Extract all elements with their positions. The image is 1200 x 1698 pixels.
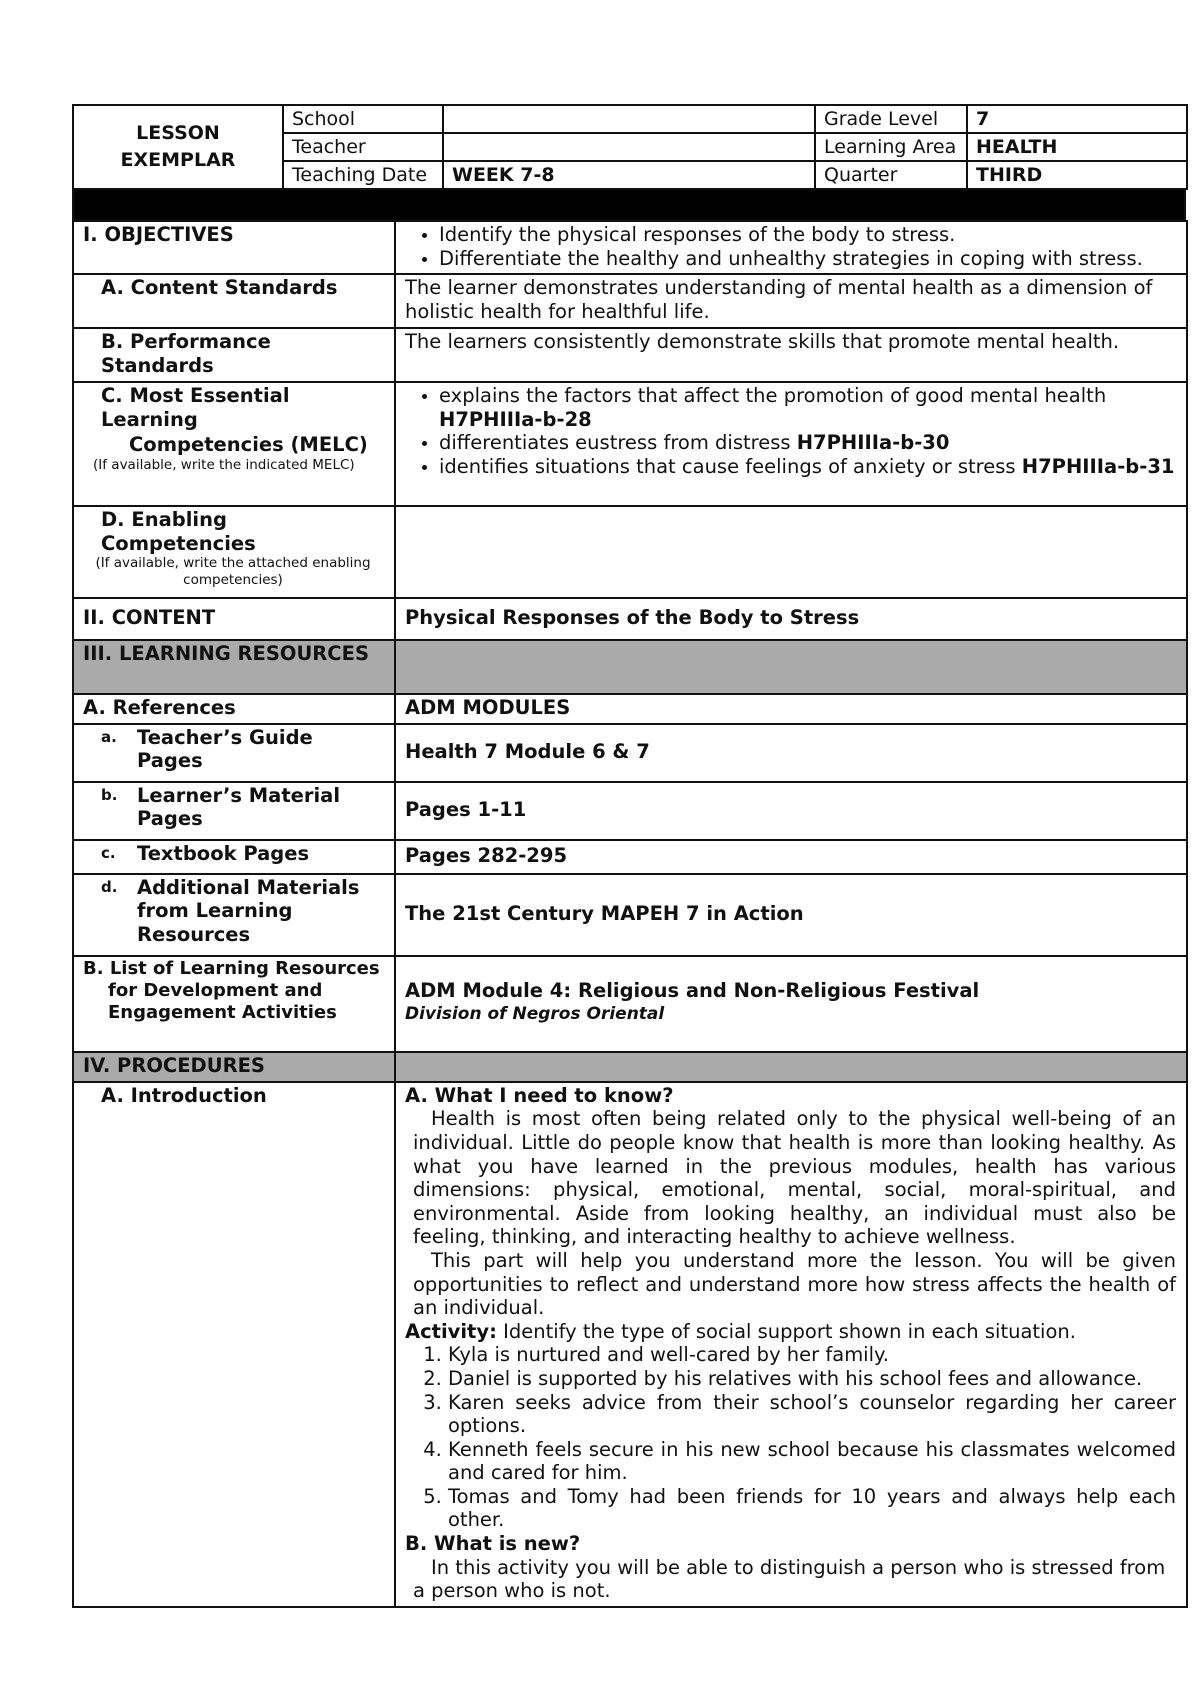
activity-line bbox=[405, 1320, 1176, 1344]
activity-item: 4. Kenneth feels secure in his new school because his classmates welcomed and cared for him. bbox=[448, 1438, 1176, 1485]
black-divider-bar bbox=[72, 188, 1186, 222]
content-text: Physical Responses of the Body to Stress bbox=[395, 598, 1187, 640]
resource-row-textbook bbox=[73, 840, 1187, 874]
teacher-label: Teacher bbox=[283, 133, 443, 161]
list-of-resources-cell bbox=[395, 956, 1187, 1052]
what-is-new-title: B. What is new? bbox=[405, 1532, 581, 1556]
melc-note: (If available, write the indicated MELC) bbox=[93, 456, 355, 473]
content-standards-label: A. Content Standards bbox=[73, 274, 395, 328]
melc-item-code: H7PHIIIa-b-30 bbox=[796, 431, 950, 455]
content-label: II. CONTENT bbox=[73, 598, 395, 640]
references-label: A. References bbox=[73, 694, 395, 724]
performance-standards-text: The learners consistently demonstrate skills that promote mental health. bbox=[395, 328, 1187, 382]
melc-item-text: differentiates eustress from distress bbox=[439, 431, 797, 455]
enabling-label: D. Enabling Competencies bbox=[101, 508, 256, 555]
resource-value: Pages 282-295 bbox=[395, 840, 1187, 874]
intro-paragraph-2: This part will help you understand more the lesson. You will be given opportunities to reflect and understand more how stress affects the health of an individual. bbox=[413, 1248, 1176, 1320]
resource-row-teacher-guide bbox=[73, 724, 1187, 782]
activity-item: 2. Daniel is supported by his relatives with his school fees and allowance. bbox=[448, 1367, 1176, 1391]
procedures-label: IV. PROCEDURES bbox=[73, 1052, 395, 1082]
melc-row bbox=[73, 382, 1187, 506]
introduction-label: A. Introduction bbox=[73, 1082, 395, 1607]
resource-letter: d. bbox=[101, 877, 118, 896]
resource-value: The 21st Century MAPEH 7 in Action bbox=[395, 874, 1187, 956]
objectives-row bbox=[73, 221, 1187, 274]
content-standards-row bbox=[73, 274, 1187, 328]
activity-item: 5. Tomas and Tomy had been friends for 10 years and always help each other. bbox=[448, 1485, 1176, 1532]
list-of-resources-value: ADM Module 4: Religious and Non-Religious Festival bbox=[405, 979, 980, 1003]
objectives-label: I. OBJECTIVES bbox=[73, 221, 395, 274]
content-row bbox=[73, 598, 1187, 640]
teaching-date-label: Teaching Date bbox=[283, 161, 443, 189]
list-of-resources-sub: Division of Negros Oriental bbox=[405, 1003, 665, 1024]
melc-label-line1: C. Most Essential Learning bbox=[101, 384, 290, 431]
enabling-label-cell bbox=[73, 506, 395, 598]
learning-resources-row bbox=[73, 640, 1187, 694]
activity-list bbox=[405, 1343, 1176, 1532]
resource-label-cell bbox=[73, 874, 395, 956]
objectives-list bbox=[405, 223, 1177, 270]
content-standards-text: The learner demonstrates understanding of mental health as a dimension of holistic health for healthful life. bbox=[395, 274, 1187, 328]
learning-resources-label: III. LEARNING RESOURCES bbox=[73, 640, 395, 694]
references-row bbox=[73, 694, 1187, 724]
introduction-row bbox=[73, 1082, 1187, 1607]
melc-item bbox=[439, 431, 1177, 455]
resource-label: Additional Materials from Learning Resources bbox=[137, 875, 360, 946]
procedures-row bbox=[73, 1052, 1187, 1082]
list-of-resources-text: B. List of Learning Resources for Development and Engagement Activities bbox=[83, 957, 380, 1023]
resource-row-learner-material bbox=[73, 782, 1187, 840]
melc-item bbox=[439, 455, 1177, 479]
objective-item: • Identify the physical responses of the body to stress. bbox=[439, 223, 1177, 247]
resource-letter: a. bbox=[101, 727, 117, 746]
melc-item bbox=[439, 384, 1177, 431]
activity-label: Activity: bbox=[405, 1319, 497, 1343]
lesson-exemplar-document bbox=[72, 104, 1186, 1608]
enabling-note: (If available, write the attached enabling competencies) bbox=[95, 555, 371, 589]
learning-area-value: HEALTH bbox=[967, 133, 1187, 161]
lesson-table bbox=[72, 220, 1188, 1608]
references-value: ADM MODULES bbox=[395, 694, 1187, 724]
resource-row-additional bbox=[73, 874, 1187, 956]
quarter-label: Quarter bbox=[815, 161, 967, 189]
activity-item: 1. Kyla is nurtured and well-cared by her family. bbox=[448, 1343, 1176, 1367]
resource-value: Health 7 Module 6 & 7 bbox=[395, 724, 1187, 782]
header-table bbox=[72, 104, 1188, 190]
performance-standards-label: B. Performance Standards bbox=[73, 328, 395, 382]
school-label: School bbox=[283, 105, 443, 133]
teacher-value bbox=[443, 133, 815, 161]
activity-item: 3. Karen seeks advice from their school’s counselor regarding her career options. bbox=[448, 1391, 1176, 1438]
list-of-resources-row bbox=[73, 956, 1187, 1052]
procedures-empty bbox=[395, 1052, 1187, 1082]
grade-level-value: 7 bbox=[967, 105, 1187, 133]
lesson-exemplar-title bbox=[73, 105, 283, 189]
what-is-new-paragraph: In this activity you will be able to distinguish a person who is stressed from a person who is not. bbox=[413, 1555, 1166, 1603]
list-of-resources-label bbox=[73, 956, 395, 1052]
quarter-value: THIRD bbox=[967, 161, 1187, 189]
melc-item-text: identifies situations that cause feelings of anxiety or stress bbox=[439, 454, 1022, 478]
objectives-cell bbox=[395, 221, 1187, 274]
intro-paragraph-1: Health is most often being related only to the physical well-being of an individual. Little do people know that health is more than looking healthy. As what you have learned in the previous modules, health has various dimensions: physical, emotional, mental, social, moral-spiritual, and environmental. Aside from looking healthy, an individual must also be feeling, thinking, and interacting healthy to achieve wellness. bbox=[413, 1107, 1176, 1249]
resource-label: Learner’s Material Pages bbox=[137, 783, 341, 831]
melc-label-cell bbox=[73, 382, 395, 506]
learning-area-label: Learning Area bbox=[815, 133, 967, 161]
melc-label-line2: Competencies (MELC) bbox=[129, 433, 368, 457]
title-line-2: EXEMPLAR bbox=[120, 149, 236, 171]
resource-value: Pages 1-11 bbox=[395, 782, 1187, 840]
resource-label: Teacher’s Guide Pages bbox=[137, 725, 313, 773]
resource-label: Textbook Pages bbox=[137, 841, 310, 865]
introduction-cell bbox=[395, 1082, 1187, 1607]
enabling-row bbox=[73, 506, 1187, 598]
objective-item: • Differentiate the healthy and unhealthy strategies in coping with stress. bbox=[439, 247, 1177, 271]
learning-resources-empty bbox=[395, 640, 1187, 694]
resource-letter: b. bbox=[101, 785, 118, 804]
school-value bbox=[443, 105, 815, 133]
resource-label-cell bbox=[73, 724, 395, 782]
melc-item-text: explains the factors that affect the promotion of good mental health bbox=[439, 384, 1107, 408]
melc-item-code: H7PHIIIa-b-28 bbox=[439, 407, 592, 431]
resource-label-cell bbox=[73, 782, 395, 840]
performance-standards-row bbox=[73, 328, 1187, 382]
melc-item-code: H7PHIIIa-b-31 bbox=[1021, 454, 1175, 478]
resource-label-cell bbox=[73, 840, 395, 874]
activity-text: Identify the type of social support shown in each situation. bbox=[496, 1319, 1076, 1343]
title-line-1: LESSON bbox=[136, 122, 220, 144]
grade-level-label: Grade Level bbox=[815, 105, 967, 133]
enabling-text bbox=[395, 506, 1187, 598]
resource-letter: c. bbox=[101, 843, 116, 862]
teaching-date-value: WEEK 7-8 bbox=[443, 161, 815, 189]
what-i-need-to-know-title: A. What I need to know? bbox=[405, 1083, 674, 1107]
melc-list bbox=[405, 384, 1177, 478]
melc-cell bbox=[395, 382, 1187, 506]
